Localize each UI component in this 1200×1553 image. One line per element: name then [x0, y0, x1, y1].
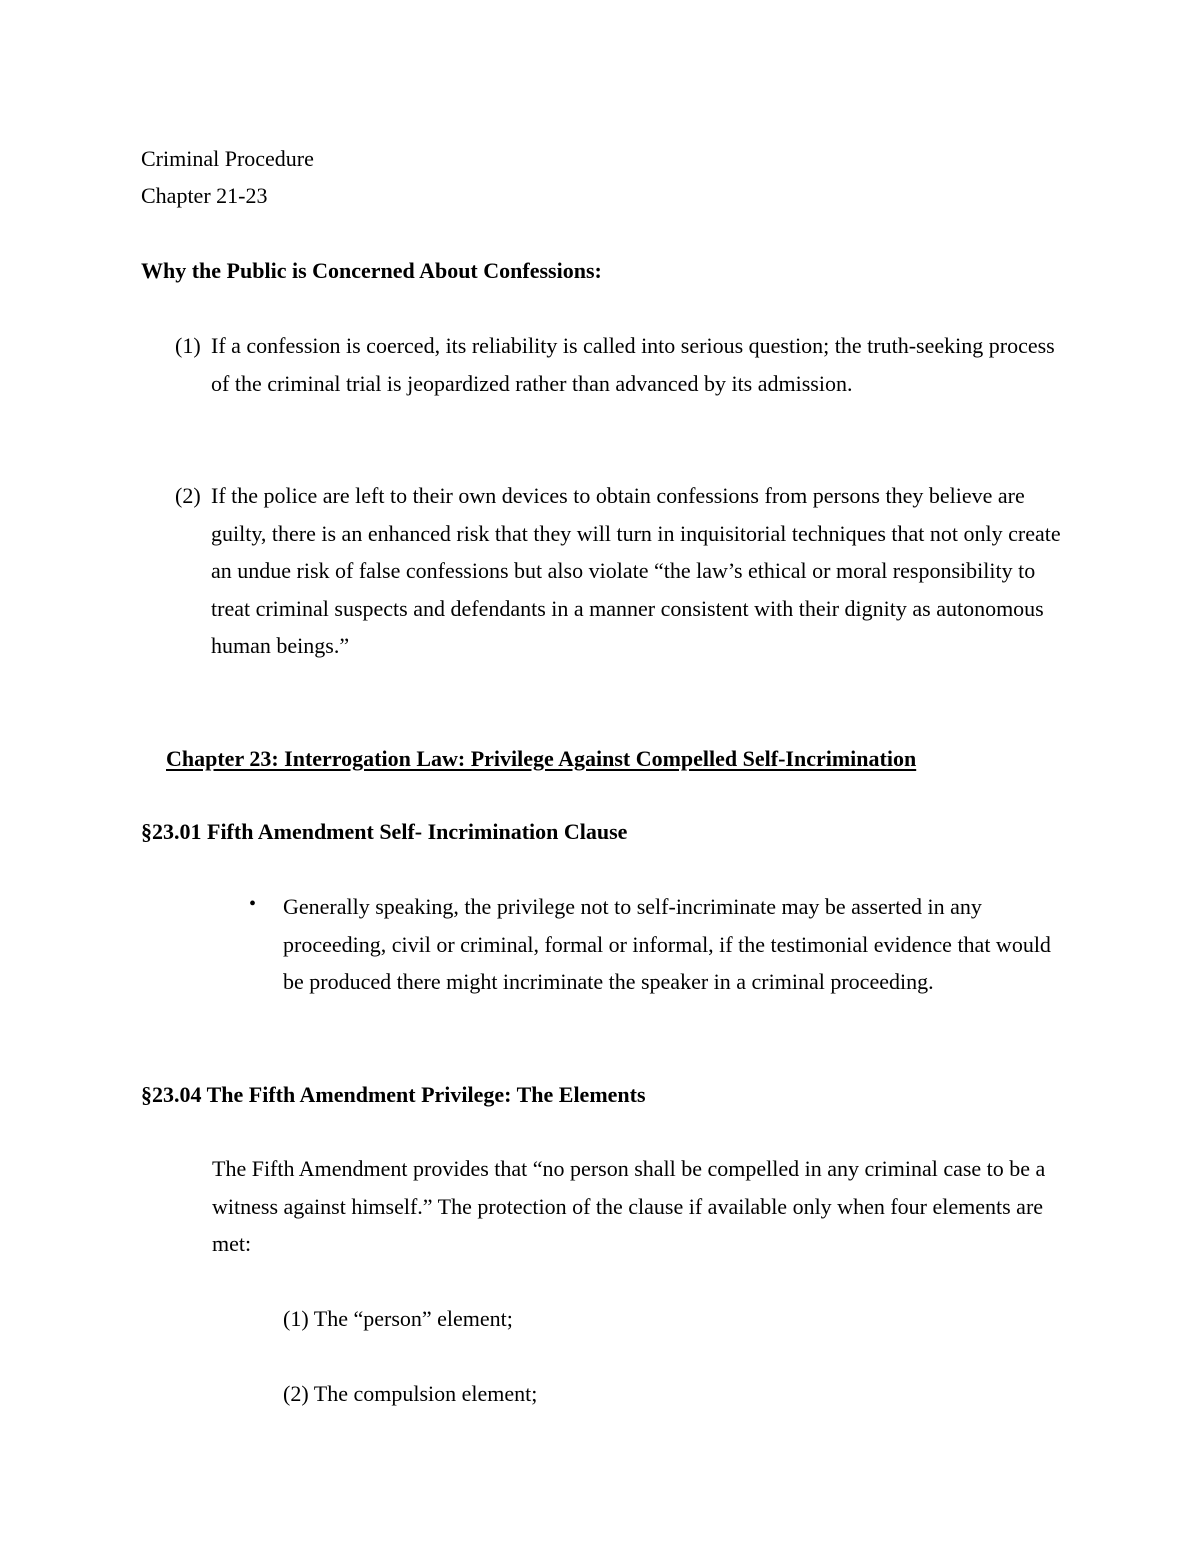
chapter-23-title: Chapter 23: Interrogation Law: Privilege Against Compelled Self-Incrimination: [166, 746, 917, 771]
chapter-range: Chapter 21-23: [141, 183, 268, 208]
course-title: Criminal Procedure: [141, 146, 314, 171]
confessions-heading: Why the Public is Concerned About Confessions:: [141, 258, 602, 283]
element-item: (2) The compulsion element;: [283, 1381, 538, 1406]
element-item: (1) The “person” element;: [283, 1306, 513, 1331]
section-2304-intro: The Fifth Amendment provides that “no person shall be compelled in any criminal case to be a witness against himself.” The protection of the clause if available only when four elements are met:: [212, 1156, 1046, 1256]
bullet-icon: •: [249, 893, 257, 915]
section-2301-heading: §23.01 Fifth Amendment Self- Incrimination Clause: [141, 819, 628, 844]
section-2304-heading: §23.04 The Fifth Amendment Privilege: The Elements: [141, 1082, 646, 1107]
list-item-text: If a confession is coerced, its reliability is called into serious question; the truth-seeking process of the criminal trial is jeopardized rather than advanced by its admission.: [211, 333, 1055, 396]
list-item-number: (2): [175, 483, 201, 508]
bullet-text: Generally speaking, the privilege not to self-incriminate may be asserted in any proceeding, civil or criminal, formal or informal, if the testimonial evidence that would be produced there might incriminate the speaker in a criminal proceeding.: [283, 894, 1051, 994]
list-item-text: If the police are left to their own devices to obtain confessions from persons they believe are guilty, there is an enhanced risk that they will turn in inquisitorial techniques that not only create an undue risk of false confessions but also violate “the law’s ethical or moral responsibility to treat criminal suspects and defendants in a manner consistent with their dignity as autonomous human beings.”: [211, 483, 1061, 658]
list-item-number: (1): [175, 333, 201, 358]
